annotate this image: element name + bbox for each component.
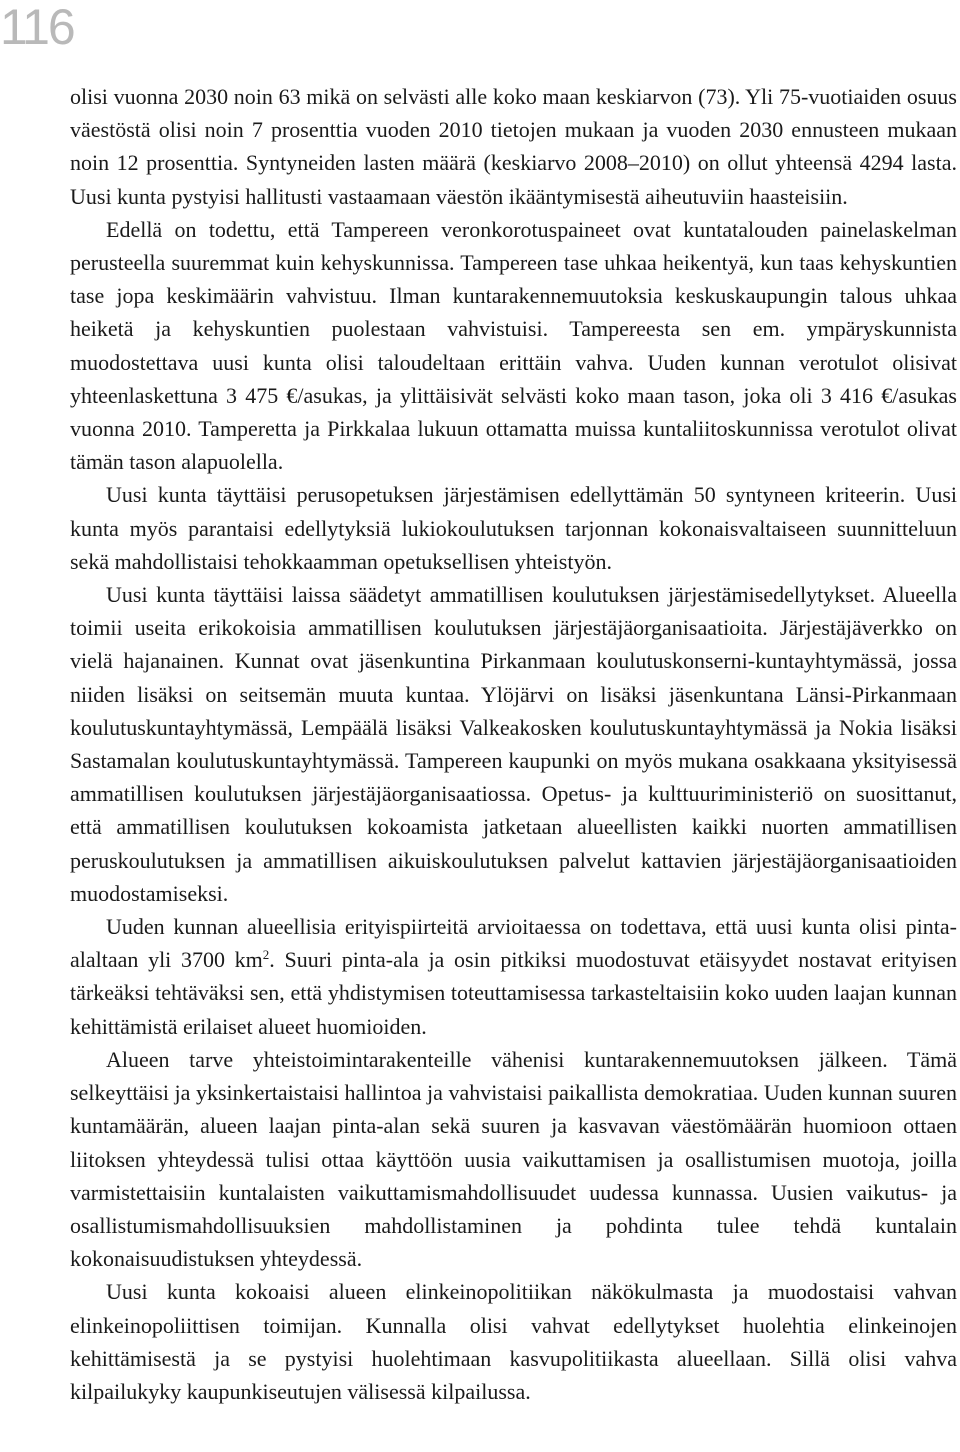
area-text-before: Uuden kunnan alueellisia erityispiirteitä arvioitaessa on todettava, että uusi kunta olisi pinta-alaltaan yli 3700 km: [70, 914, 957, 973]
paragraph-tax-economy: Edellä on todettu, että Tampereen veronkorotuspaineet ovat kuntatalouden painelaskelman perusteella suuremmat kuin kehyskunnissa. Tampereen tase uhkaa heikentyä, kun taas kehyskuntien tase jopa keskimäärin vahvistuu. Ilman kuntarakennemuutoksia keskuskaupungin talous uhkaa heiketä ja kehyskuntien puolestaan vahvistuisi. Tampereesta sen em. ympäryskunnista muodostettava uusi kunta olisi taloudeltaan erittäin vahva. Uuden kunnan verotulot olisivat yhteenlaskettuna 3 475 €/asukas, ja ylittäisivät selvästi koko maan tason, joka oli 3 416 €/asukas vuonna 2010. Tamperetta ja Pirkkalaa lukuun ottamatta muissa kuntaliitoskunnissa verotulot olivat tämän tason alapuolella.: [70, 216, 957, 475]
area-text-after: . Suuri pinta-ala ja osin pitkiksi muodostuvat etäisyydet nostavat erityisen tärkeäksi tehtäväksi sen, että yhdistymisen toteuttamisessa tarkasteltaisiin koko uuden laajan kunnan kehittämistä erilaiset alueet huomioiden.: [70, 947, 958, 1039]
paragraph-business-policy: Uusi kunta kokoaisi alueen elinkeinopolitiikan näkökulmasta ja muodostaisi vahvan elinkeinopoliittisen toimijan. Kunnalla olisi vahvat edellytykset huolehtia elinkeinojen kehittämisestä ja se pystyisi huolehtimaan kasvupolitiikasta alueellaan. Sillä olisi vahva kilpailukyky kaupunkiseutujen välisessä kilpailussa.: [70, 1279, 957, 1404]
paragraph-population-age: olisi vuonna 2030 noin 63 mikä on selvästi alle koko maan keskiarvon (73). Yli 75-vuotiaiden osuus väestöstä olisi noin 7 prosenttia vuoden 2010 tietojen mukaan ja vuoden 2030 ennusteen mukaan noin 12 prosenttia. Syntyneiden lasten määrä (keskiarvo 2008–2010) on ollut yhteensä 4294 lasta. Uusi kunta pystyisi hallitusti vastaamaan väestön ikääntymisestä aiheutuviin haasteisiin.: [70, 84, 957, 209]
area-superscript: 2: [262, 947, 270, 963]
page-number: 116: [0, 0, 74, 55]
paragraph-basic-education: Uusi kunta täyttäisi perusopetuksen järjestämisen edellyttämän 50 syntyneen kriteerin. Uusi kunta myös parantaisi edellytyksiä lukiokoulutuksen tarjonnan kokonaisvaltaiseen suunnitteluun sekä mahdollistaisi tehokkaamman opetuksellisen yhteistyön.: [70, 482, 957, 574]
paragraph-vocational-education: Uusi kunta täyttäisi laissa säädetyt ammatillisen koulutuksen järjestämisedellytykset. Alueella toimii useita erikokoisia ammatillisen koulutuksen järjestäjäorganisaatioita. Järjestäjäverkko on vielä hajanainen. Kunnat ovat jäsenkuntina Pirkanmaan koulutuskonserni-kuntayhtymässä, jossa niiden lisäksi on seitsemän muuta kuntaa. Ylöjärvi on lisäksi jäsenkuntana Länsi-Pirkanmaan koulutuskuntayhtymässä, Lempäälä lisäksi Valkeakosken koulutuskuntayhtymässä ja Nokia lisäksi Sastamalan koulutuskuntayhtymässä. Tampereen kaupunki on myös mukana osakkaana yksityisessä ammatillisen koulutuksen järjestäjäorganisaatiossa. Opetus- ja kulttuuriministeriö on suosittanut, että ammatillisen koulutuksen kokoamista jatketaan alueellisten kaikki nuorten ammatillisen peruskoulutuksen ja ammatillisen aikuiskoulutuksen palvelut kattavien järjestäjäorganisaatioiden muodostamiseksi.: [70, 582, 957, 906]
paragraph-democracy: Alueen tarve yhteistoimintarakenteille vähenisi kuntarakennemuutoksen jälkeen. Tämä selkeyttäisi ja yksinkertaistaisi hallintoa ja vahvistaisi paikallista demokratiaa. Uuden kunnan suuren kuntamäärän, alueen laajan pinta-alan sekä suuren ja kasvavan väestömäärän huomioon ottaen liitoksen yhteydessä tulisi ottaa käyttöön uusia vaikuttamisen ja osallistumisen muotoja, joilla varmistettaisiin kuntalaisten vaikuttamismahdollisuudet uudessa kunnassa. Uusien vaikutus- ja osallistumismahdollisuuksien mahdollistaminen ja pohdinta tulee tehdä kuntalain kokonaisuudistuksen yhteydessä.: [70, 1046, 957, 1272]
body-text: [70, 80, 957, 1408]
paragraph-regional-area: [70, 910, 957, 1043]
